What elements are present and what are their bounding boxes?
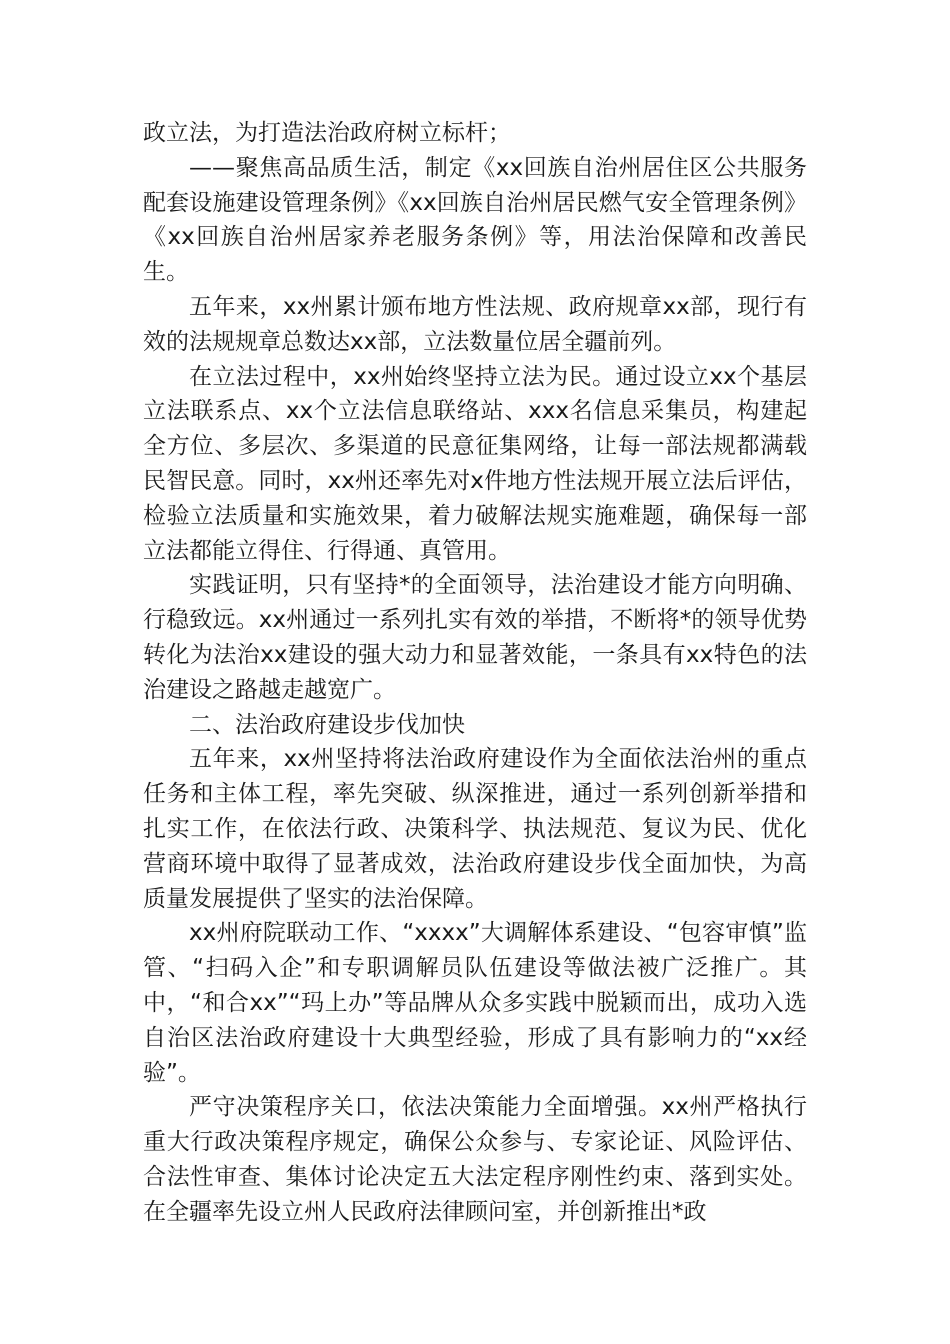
- paragraph-government-construction: 五年来，xx州坚持将法治政府建设作为全面依法治州的重点任务和主体工程，率先突破、纵深推进，通过一系列创新举措和扎实工作，在依法行政、决策科学、执法规范、复议为民、优化营商环境中取得了显著成效，法治政府建设步伐全面加快，为高质量发展提供了坚实的法治保障。: [143, 746, 807, 912]
- paragraph-practice-proves: 实践证明，只有坚持*的全面领导，法治建设才能方向明确、行稳致远。xx州通过一系列扎实有效的举措，不断将*的领导优势转化为法治xx建设的强大动力和显著效能，一条具有xx特色的法治建设之路越走越宽广。: [143, 572, 807, 703]
- paragraph-legislation-process: 在立法过程中，xx州始终坚持立法为民。通过设立xx个基层立法联系点、xx个立法信息联络站、xxx名信息采集员，构建起全方位、多层次、多渠道的民意征集网络，让每一部法规都满载民智民意。同时，xx州还率先对x件地方性法规开展立法后评估，检验立法质量和实施效果，着力破解法规实施难题，确保每一部立法都能立得住、行得通、真管用。: [143, 363, 807, 564]
- section-heading-rule-of-law-government: 二、法治政府建设步伐加快: [189, 711, 465, 738]
- paragraph-five-years-legislation: 五年来，xx州累计颁布地方性法规、政府规章xx部，现行有效的法规规章总数达xx部，立法数量位居全疆前列。: [143, 293, 807, 355]
- paragraph-legislation-livelihood: ——聚焦高品质生活，制定《xx回族自治州居住区公共服务配套设施建设管理条例》《xx回族自治州居民燃气安全管理条例》《xx回族自治州居家养老服务条例》等，用法治保障和改善民生。: [143, 154, 807, 286]
- document-body: [143, 116, 807, 1230]
- paragraph-typical-experience: xx州府院联动工作、“xxxx”大调解体系建设、“包容审慎”监管、“扫码入企”和专职调解员队伍建设等做法被广泛推广。其中，“和合xx”“玛上办”等品牌从众多实践中脱颖而出，成功入选自治区法治政府建设十大典型经验，形成了具有影响力的“xx经验”。: [143, 920, 807, 1086]
- paragraph-continuation: 政立法，为打造法治政府树立标杆；: [143, 120, 511, 146]
- paragraph-decision-procedures: 严守决策程序关口，依法决策能力全面增强。xx州严格执行重大行政决策程序规定，确保公众参与、专家论证、风险评估、合法性审查、集体讨论决定五大法定程序刚性约束、落到实处。在全疆率先设立州人民政府法律顾问室，并创新推出*政: [143, 1094, 807, 1225]
